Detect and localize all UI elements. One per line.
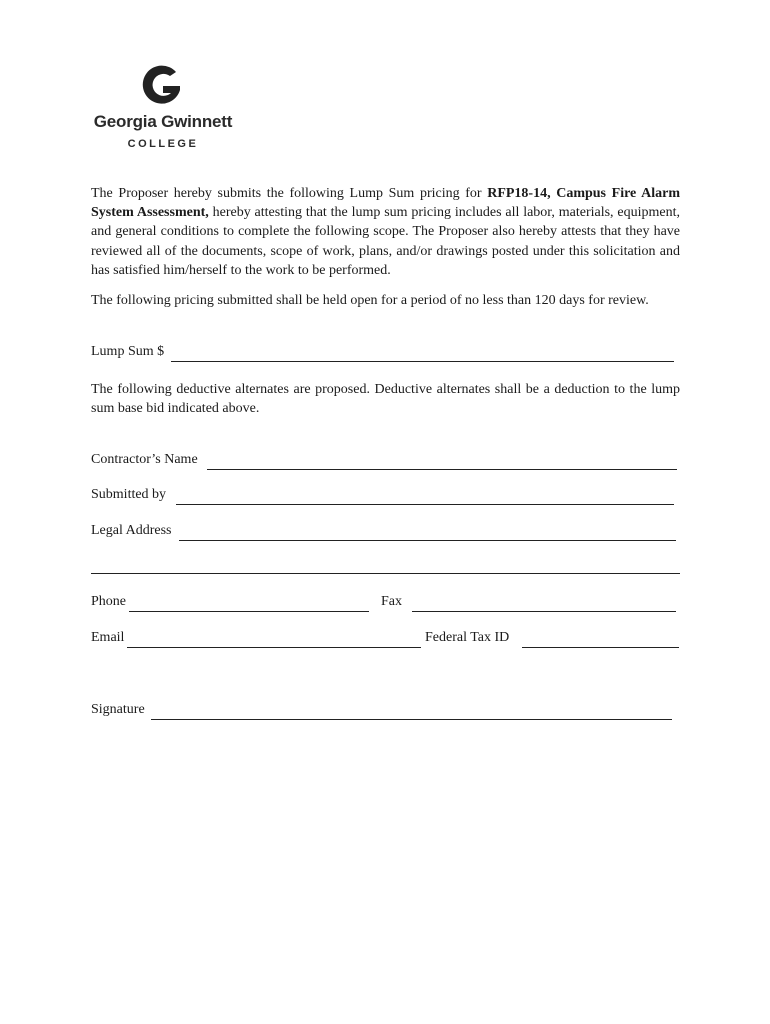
fax-label: Fax (381, 594, 402, 609)
signature-label: Signature (91, 702, 145, 717)
legal-address-field[interactable] (91, 523, 681, 543)
phone-label: Phone (91, 594, 126, 609)
email-field[interactable] (91, 630, 423, 650)
intro-text-end: hereby attesting that the lump sum pricing includes all labor, materials, equipment, and general conditions to complete the following scope. The Proposer also hereby attests that they have reviewed all of the documents, scope of work, plans, and/or drawings posted under this solicitation and has satisfied him/herself to the work to be performed. (91, 205, 680, 278)
college-subtitle: COLLEGE (127, 138, 199, 150)
email-line[interactable] (127, 647, 421, 648)
g-logo-icon (136, 62, 186, 108)
contractor-name-field[interactable] (91, 452, 681, 472)
federal-tax-id-label: Federal Tax ID (425, 630, 510, 645)
intro-text-start: The Proposer hereby submits the following Lump Sum pricing for (91, 186, 488, 201)
intro-paragraph (91, 184, 680, 280)
legal-address-label: Legal Address (91, 523, 172, 538)
submitted-by-line[interactable] (176, 504, 674, 505)
federal-tax-id-field[interactable] (425, 630, 681, 650)
contractor-name-line[interactable] (207, 469, 677, 470)
submitted-by-field[interactable] (91, 487, 681, 507)
deductive-note: The following deductive alternates are proposed. Deductive alternates shall be a deduction to the lump sum base bid indicated above. (91, 382, 680, 417)
submitted-by-label: Submitted by (91, 487, 167, 502)
legal-address-line[interactable] (179, 540, 676, 541)
lump-sum-label: Lump Sum $ (91, 344, 165, 359)
lump-sum-field[interactable] (91, 344, 681, 364)
fax-line[interactable] (412, 611, 676, 612)
pricing-note: The following pricing submitted shall be held open for a period of no less than 120 days for review. (91, 293, 649, 308)
signature-line[interactable] (151, 719, 672, 720)
address-line-2[interactable] (91, 573, 680, 574)
college-logo (88, 62, 248, 152)
email-label: Email (91, 630, 125, 645)
contractor-name-label: Contractor’s Name (91, 452, 198, 467)
phone-line[interactable] (129, 611, 369, 612)
address-line-2-field[interactable] (91, 556, 681, 576)
college-name: Georgia Gwinnett (93, 112, 233, 131)
lump-sum-line[interactable] (171, 361, 674, 362)
federal-tax-id-line[interactable] (522, 647, 679, 648)
fax-field[interactable] (381, 594, 681, 614)
phone-field[interactable] (91, 594, 371, 614)
signature-field[interactable] (91, 702, 681, 722)
rfp-title: RFP18-14, Campus Fire Alarm System Assessment, (91, 186, 680, 221)
